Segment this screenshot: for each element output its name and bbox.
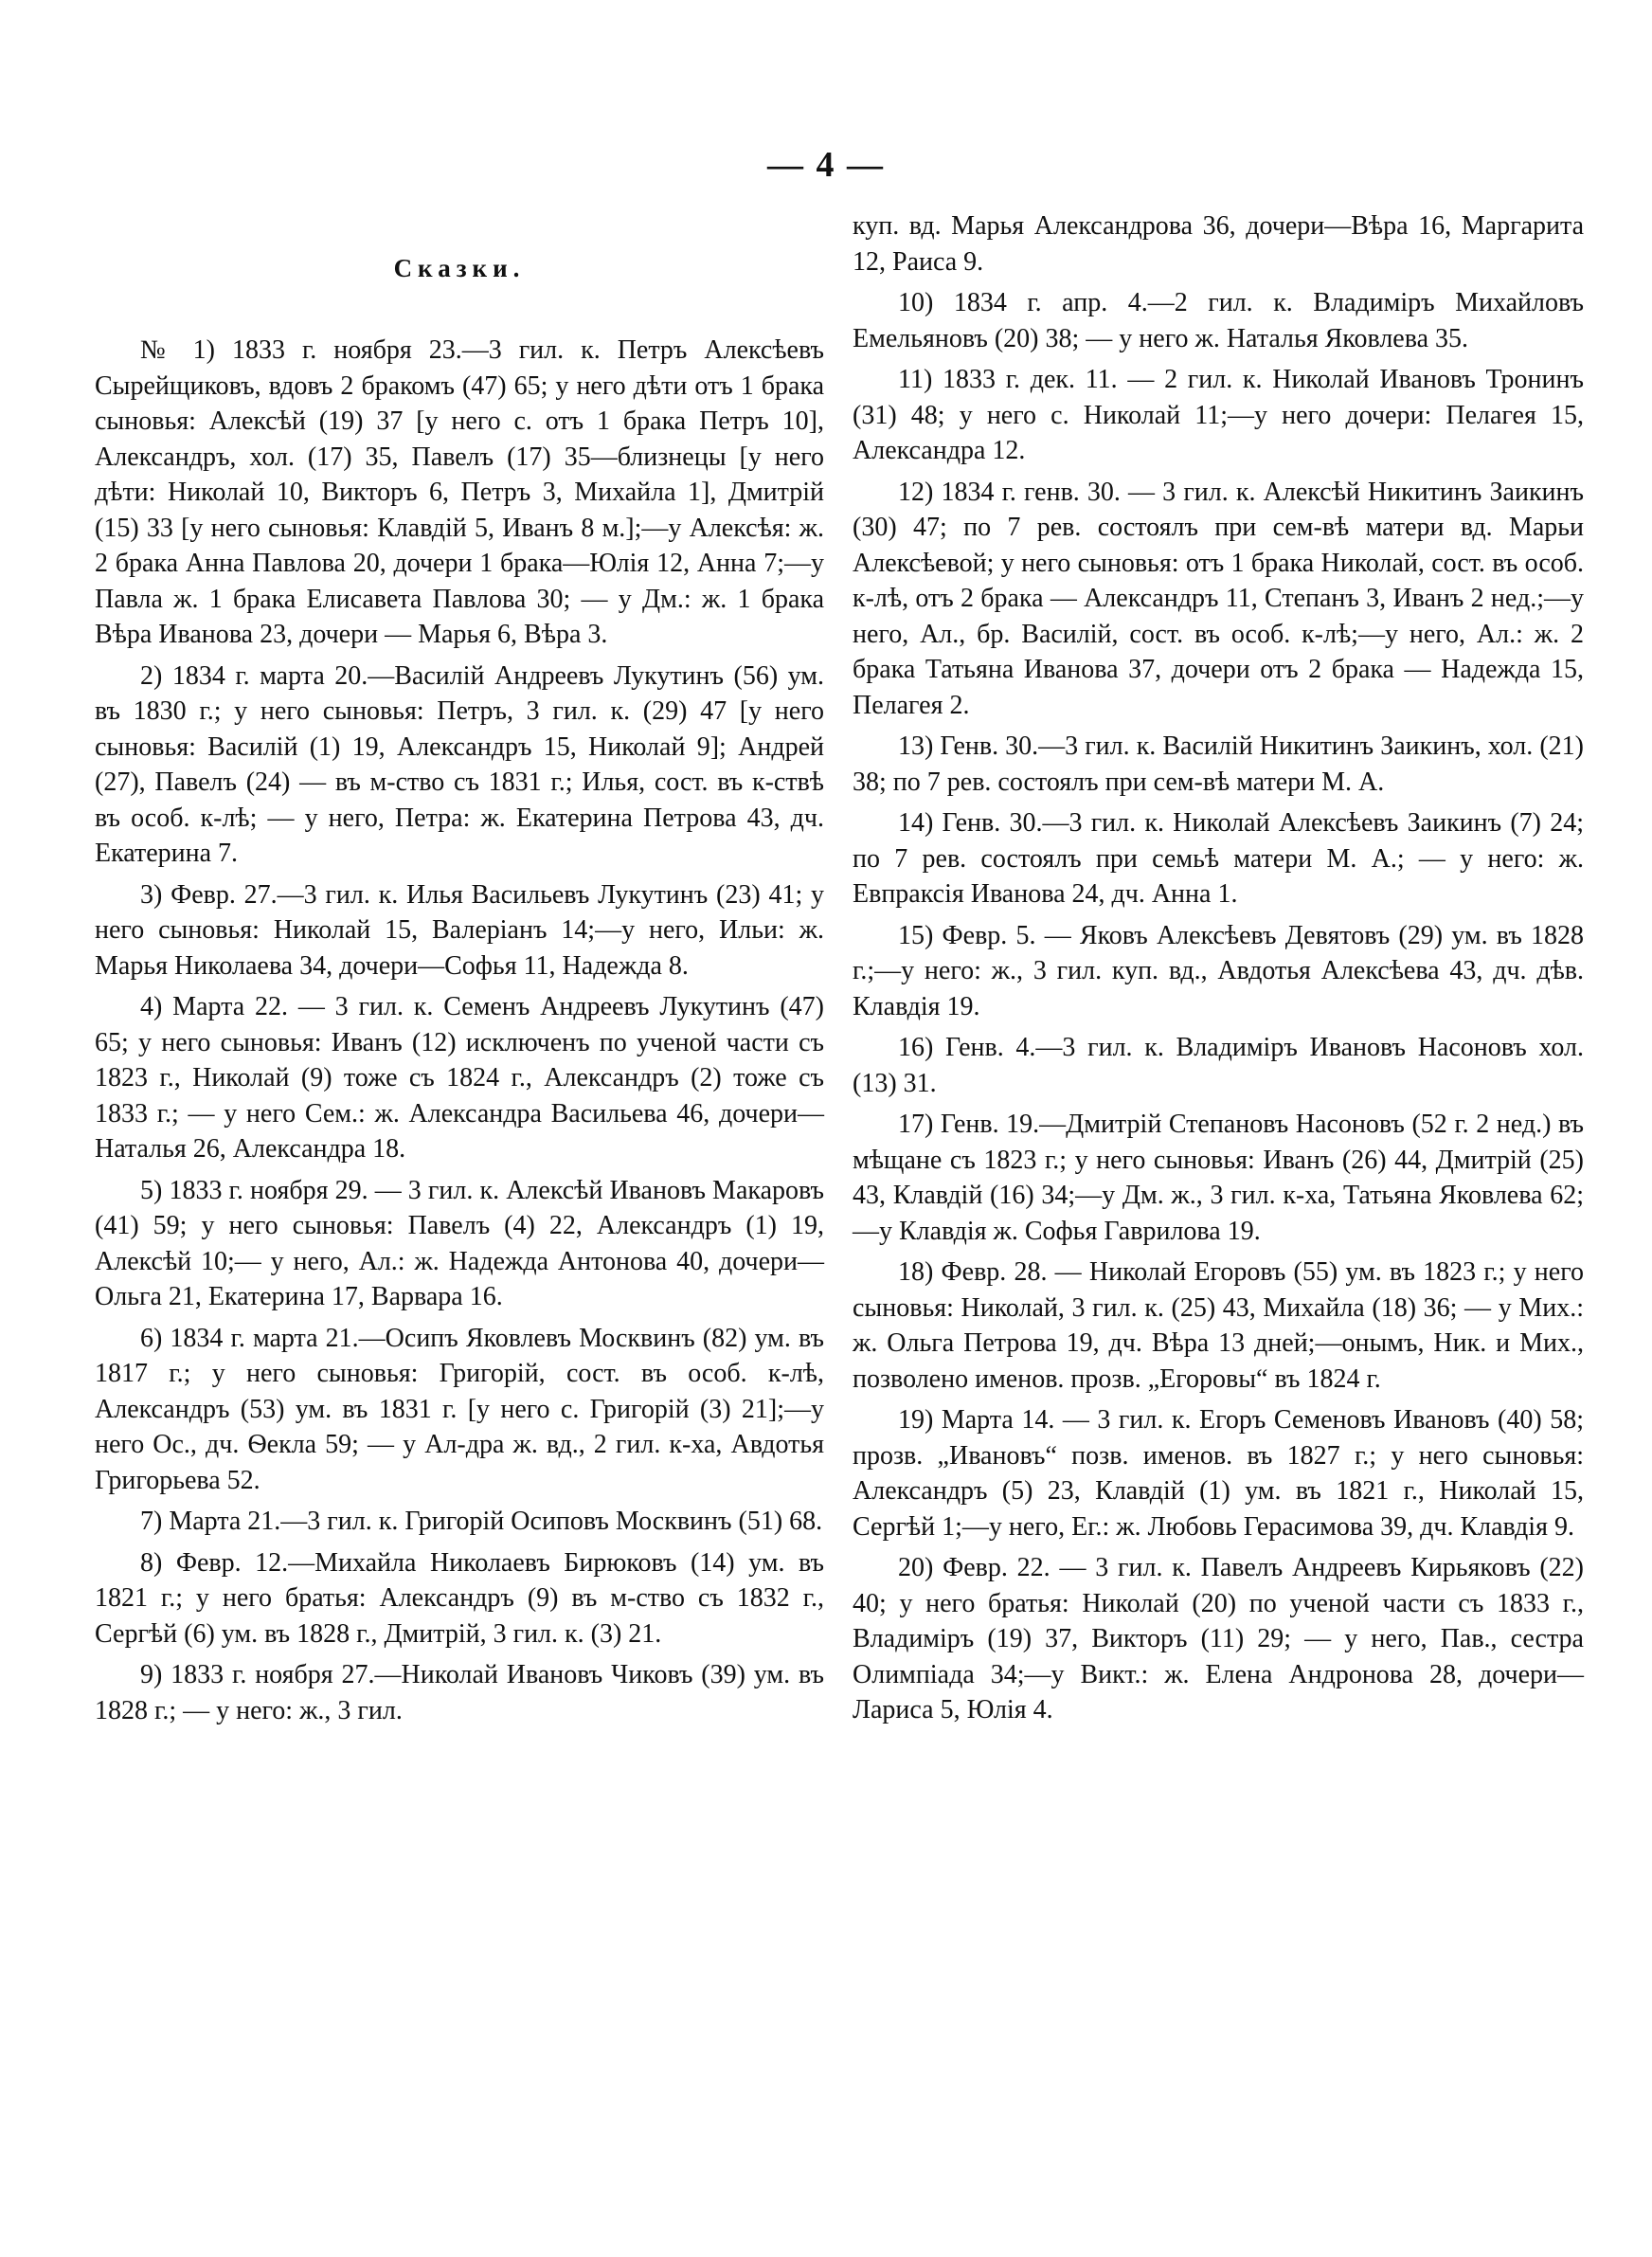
entry: № 1) 1833 г. ноября 23.—3 гил. к. Петръ Алексѣевъ Сырейщиковъ, вдовъ 2 бракомъ (47) 65; у него дѣти отъ 1 брака сыновья: Алексѣй (19) 37 [у него с. отъ 1 брака Петръ 10], Александръ, хол. (17) 35, Павелъ (17) 35—близнецы [у него дѣти: Николай 10, Викторъ 6, Петръ 3, Михайла 1], Дмитрій (15) 33 [у него сыновья: Клавдій 5, Иванъ 8 м.];—у Алексѣя: ж. 2 брака Анна Павлова 20, дочери 1 брака—Юлія 12, Анна 7;—у Павла ж. 1 брака Елисавета Павлова 30; — у Дм.: ж. 1 брака Вѣра Иванова 23, дочери — Марья 6, Вѣра 3. — [95, 335, 824, 649]
entry-continuation: куп. вд. Марья Александрова 36, дочери—Вѣра 16, Маргарита 12, Раиса 9. — [853, 211, 1584, 277]
right-column — [853, 208, 1584, 1734]
entry: 2) 1834 г. марта 20.—Василій Андреевъ Лукутинъ (56) ум. въ 1830 г.; у него сыновья: Петръ, 3 гил. к. (29) 47 [у него сыновья: Василій (1) 19, Александръ 15, Николай 9]; Андрей (27), Павелъ (24) — въ м-ство съ 1831 г.; Илья, сост. въ к-ствѣ въ особ. к-лѣ; — у него, Петра: ж. Екатерина Петрова 43, дч. Екатерина 7. — [95, 660, 824, 868]
section-title: Сказки. — [393, 254, 526, 282]
entry: 17) Генв. 19.—Дмитрій Степановъ Насоновъ (52 г. 2 нед.) въ мѣщане съ 1823 г.; у него сыновья: Иванъ (26) 44, Дмитрій (25) 43, Клавдій (16) 34;—у Дм. ж., 3 гил. к-ха, Татьяна Яковлева 62;—у Клавдія ж. Софья Гаврилова 19. — [853, 1110, 1584, 1246]
entry: 7) Марта 21.—3 гил. к. Григорій Осиповъ Москвинъ (51) 68. — [140, 1507, 823, 1536]
entry: 18) Февр. 28. — Николай Егоровъ (55) ум. въ 1823 г.; у него сыновья: Николай, 3 гил. к. (25) 43, Михайла (18) 36; — у Мих.: ж. Ольга Петрова 19, дч. Вѣра 13 дней;—онымъ, Ник. и Мих., позволено именов. прозв. „Егоровы“ въ 1824 г. — [853, 1257, 1584, 1394]
entry: 15) Февр. 5. — Яковъ Алексѣевъ Девятовъ (29) ум. въ 1828 г.;—у него: ж., 3 гил. куп. вд., Авдотья Алексѣева 43, дч. дѣв. Клавдія 19. — [853, 920, 1584, 1021]
entry: 12) 1834 г. генв. 30. — 3 гил. к. Алексѣй Никитинъ Заикинъ (30) 47; по 7 рев. состоялъ при сем-вѣ матери вд. Марьи Алексѣевой; у него сыновья: отъ 1 брака Николай, сост. въ особ. к-лѣ, отъ 2 брака — Александръ 11, Степанъ 3, Иванъ 2 нед.;—у него, Ал., бр. Василій, сост. въ особ. к-лѣ;—у него, Ал.: ж. 2 брака Татьяна Иванова 37, дочери отъ 2 брака — Надежда 15, Пелагея 2. — [853, 477, 1584, 720]
entry: 20) Февр. 22. — 3 гил. к. Павелъ Андреевъ Кирьяковъ (22) 40; у него братья: Николай (20) по ученой части съ 1833 г., Владиміръ (19) 37, Викторъ (11) 29; — у него, Пав., сестра Олимпіада 34;—у Викт.: ж. Елена Андронова 28, дочери—Лариса 5, Юлія 4. — [853, 1553, 1584, 1724]
entry: 3) Февр. 27.—3 гил. к. Илья Васильевъ Лукутинъ (23) 41; у него сыновья: Николай 15, Валеріанъ 14;—у него, Ильи: ж. Марья Николаева 34, дочери—Софья 11, Надежда 8. — [95, 879, 824, 981]
entry: 11) 1833 г. дек. 11. — 2 гил. к. Николай Ивановъ Тронинъ (31) 48; у него с. Николай 11;—у него дочери: Пелагея 15, Александра 12. — [853, 365, 1584, 465]
entry: 6) 1834 г. марта 21.—Осипъ Яковлевъ Москвинъ (82) ум. въ 1817 г.; у него сыновья: Григорій, сост. въ особ. к-лѣ, Александръ (53) ум. въ 1831 г. [у него с. Григорій (3) 21];—у него Ос., дч. Ѳекла 59; — у Ал-дра ж. вд., 2 гил. к-ха, Авдотья Григорьева 52. — [95, 1323, 824, 1495]
entry: 16) Генв. 4.—3 гил. к. Владиміръ Ивановъ Насоновъ хол. (13) 31. — [853, 1033, 1584, 1098]
page-number: — 4 — — [767, 145, 885, 185]
entry: 14) Генв. 30.—3 гил. к. Николай Алексѣевъ Заикинъ (7) 24; по 7 рев. состоялъ при семьѣ матери М. А.; — у него: ж. Евпраксія Иванова 24, дч. Анна 1. — [853, 808, 1584, 909]
entry: 10) 1834 г. апр. 4.—2 гил. к. Владиміръ Михайловъ Емельяновъ (20) 38; — у него ж. Наталья Яковлева 35. — [853, 288, 1584, 353]
entry: 4) Марта 22. — 3 гил. к. Семенъ Андреевъ Лукутинъ (47) 65; у него сыновья: Иванъ (12) исключенъ по ученой части съ 1823 г., Николай (9) тоже съ 1824 г., Александръ (2) тоже съ 1833 г.; — у него Сем.: ж. Александра Васильева 46, дочери—Наталья 26, Александра 18. — [95, 992, 824, 1164]
entry: 5) 1833 г. ноября 29. — 3 гил. к. Алексѣй Ивановъ Макаровъ (41) 59; у него сыновья: Павелъ (4) 22, Александръ (1) 19, Алексѣй 10;— у него, Ал.: ж. Надежда Антонова 40, дочери— Ольга 21, Екатерина 17, Варвара 16. — [95, 1175, 824, 1311]
entry: 9) 1833 г. ноября 27.—Николай Ивановъ Чиковъ (39) ум. въ 1828 г.; — у него: ж., 3 гил. — [95, 1660, 824, 1725]
entry: 8) Февр. 12.—Михайла Николаевъ Бирюковъ (14) ум. въ 1821 г.; у него братья: Александръ (9) въ м-ство съ 1832 г., Сергѣй (6) ум. въ 1828 г., Дмитрій, 3 гил. к. (3) 21. — [95, 1547, 824, 1649]
entry: 13) Генв. 30.—3 гил. к. Василій Никитинъ Заикинъ, хол. (21) 38; по 7 рев. состоялъ при сем-вѣ матери М. А. — [853, 731, 1584, 797]
entry: 19) Марта 14. — 3 гил. к. Егоръ Семеновъ Ивановъ (40) 58; прозв. „Ивановъ“ позв. именов. въ 1827 г.; у него сыновья: Александръ (5) 23, Клавдій (1) ум. въ 1821 г., Николай 15, Сергѣй 1;—у него, Ег.: ж. Любовь Герасимова 39, дч. Клавдія 9. — [853, 1405, 1584, 1542]
left-column — [95, 254, 824, 1734]
